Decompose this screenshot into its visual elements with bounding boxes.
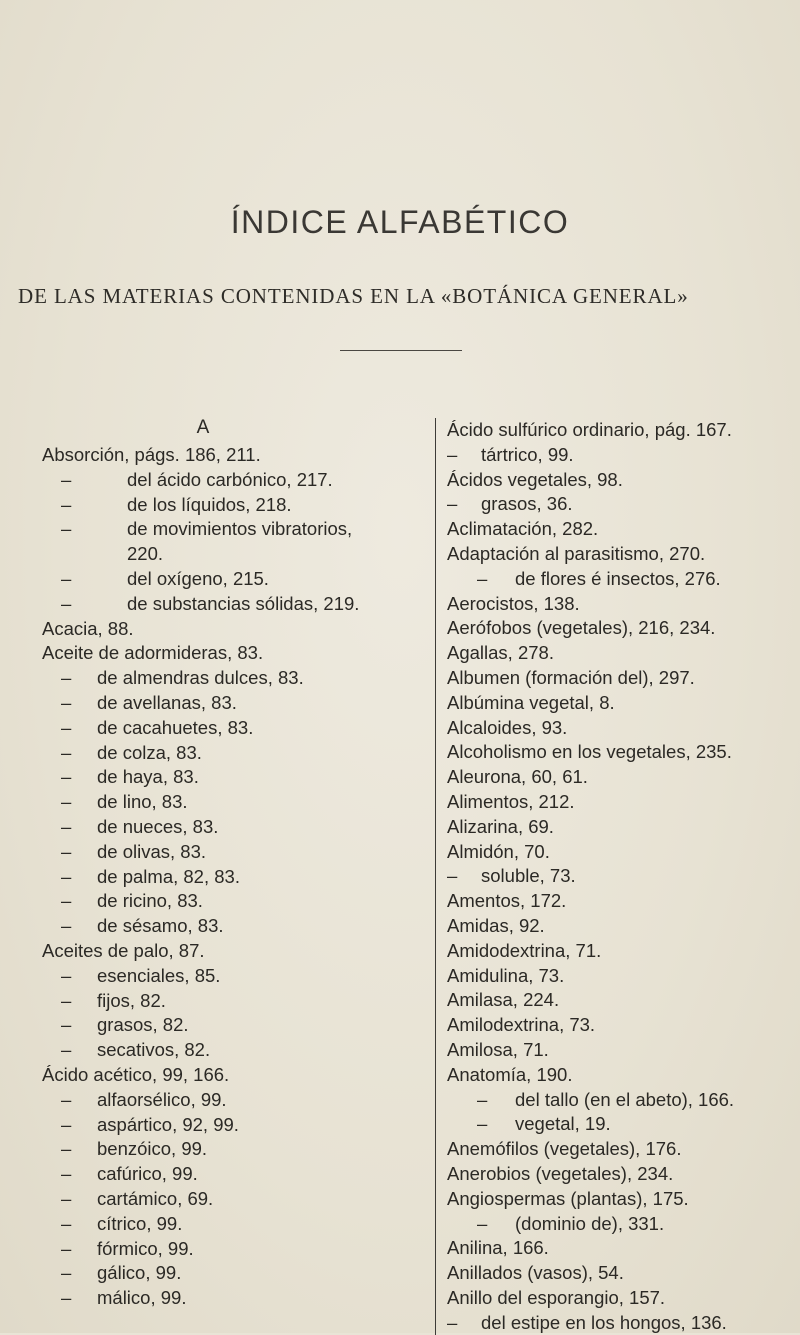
index-entry: Alimentos, 212. [447, 790, 575, 812]
index-entry: – (dominio de), 331. [447, 1212, 797, 1237]
index-entry: Almidón, 70. [447, 840, 550, 862]
index-entry: – secativos, 82. [42, 1038, 412, 1063]
index-entry: Amilodextrina, 73. [447, 1014, 596, 1036]
section-letter: A [196, 417, 210, 438]
index-entry: – alfaorsélico, 99. [42, 1088, 412, 1113]
index-entry: Albumen (formación del), 297. [447, 666, 695, 688]
index-entry: Alizarina, 69. [447, 815, 554, 837]
index-entry: – del tallo (en el abeto), 166. [447, 1088, 797, 1113]
index-entry: – de palma, 82, 83. [42, 865, 412, 890]
page-title: ÍNDICE ALFABÉTICO [230, 204, 570, 240]
index-entry: – de lino, 83. [42, 790, 412, 815]
index-entry: Anillados (vasos), 54. [447, 1262, 624, 1284]
index-entry: Aleurona, 60, 61. [447, 766, 588, 788]
index-entry: Alcaloides, 93. [447, 716, 568, 738]
index-entry: Aceites de palo, 87. [42, 939, 205, 961]
index-entry: Anerobios (vegetales), 234. [447, 1162, 674, 1184]
left-column [42, 413, 412, 1311]
index-entry: – de almendras dulces, 83. [42, 666, 412, 691]
index-entry: – de avellanas, 83. [42, 691, 412, 716]
index-entry: – fijos, 82. [42, 989, 412, 1014]
index-entry: Aclimatación, 282. [447, 518, 599, 540]
index-entry: – cafúrico, 99. [42, 1162, 412, 1187]
index-entry: – gálico, 99. [42, 1261, 412, 1286]
index-entry: Anilina, 166. [447, 1237, 549, 1259]
index-entry: – grasos, 82. [42, 1013, 412, 1038]
index-entry: – de haya, 83. [42, 765, 412, 790]
index-entry: – soluble, 73. [447, 864, 797, 889]
index-entry: Anemófilos (vegetales), 176. [447, 1138, 682, 1160]
index-entry: – tártrico, 99. [447, 443, 797, 468]
index-entry: 220. [127, 543, 164, 565]
index-entry: – málico, 99. [42, 1286, 412, 1311]
index-entry: – esenciales, 85. [42, 964, 412, 989]
index-entry: – cartámico, 69. [42, 1187, 412, 1212]
index-entry: Angiospermas (plantas), 175. [447, 1187, 689, 1209]
index-entry: Ácidos vegetales, 98. [447, 468, 623, 490]
index-entry: – de flores é insectos, 276. [447, 567, 797, 592]
index-entry: – de los líquidos, 218. [42, 493, 412, 518]
index-entry: – aspártico, 92, 99. [42, 1113, 412, 1138]
index-entry: Albúmina vegetal, 8. [447, 691, 615, 713]
index-entry: Acacia, 88. [42, 617, 134, 639]
index-entry: – benzóico, 99. [42, 1137, 412, 1162]
index-entry: – del estipe en los hongos, 136. [447, 1311, 797, 1335]
index-entry: – de movimientos vibratorios, [42, 517, 412, 542]
right-column [435, 418, 797, 1335]
right-entries-list [447, 418, 797, 1335]
index-entry: – de olivas, 83. [42, 840, 412, 865]
index-entry: Amidulina, 73. [447, 964, 565, 986]
index-entry: Anatomía, 190. [447, 1063, 573, 1085]
index-entry: Anillo del esporangio, 157. [447, 1286, 666, 1308]
index-entry: Ácido acético, 99, 166. [42, 1063, 230, 1085]
index-entry: Aerófobos (vegetales), 216, 234. [447, 617, 716, 639]
left-entries-list [42, 443, 412, 1311]
index-entry: Aerocistos, 138. [447, 592, 580, 614]
index-entry: – de sésamo, 83. [42, 914, 412, 939]
index-entry: – fórmico, 99. [42, 1237, 412, 1262]
index-entry: Alcoholismo en los vegetales, 235. [447, 741, 732, 763]
index-entry: – cítrico, 99. [42, 1212, 412, 1237]
index-entry: – del oxígeno, 215. [42, 567, 412, 592]
index-entry: Absorción, págs. 186, 211. [42, 444, 261, 465]
index-entry: – de nueces, 83. [42, 815, 412, 840]
index-entry: Amidodextrina, 71. [447, 939, 602, 961]
index-entry: – del ácido carbónico, 217. [42, 468, 412, 493]
index-entry: Amidas, 92. [447, 914, 545, 936]
page-subtitle: DE LAS MATERIAS CONTENIDAS EN LA «BOTÁNICA GENERAL» [18, 284, 689, 308]
index-entry: – de ricino, 83. [42, 889, 412, 914]
index-entry: Amilosa, 71. [447, 1038, 549, 1060]
index-entry: Ácido sulfúrico ordinario, pág. 167. [447, 419, 732, 440]
index-entry: Adaptación al parasitismo, 270. [447, 542, 706, 564]
index-entry: Agallas, 278. [447, 642, 554, 664]
index-entry: Amilasa, 224. [447, 989, 560, 1011]
index-entry: – de colza, 83. [42, 741, 412, 766]
index-entry: Amentos, 172. [447, 890, 567, 912]
index-entry: – grasos, 36. [447, 492, 797, 517]
title-divider [340, 350, 462, 351]
index-entry: – de substancias sólidas, 219. [42, 592, 412, 617]
index-entry: – vegetal, 19. [447, 1112, 797, 1137]
index-entry: Aceite de adormideras, 83. [42, 642, 264, 664]
index-entry: – de cacahuetes, 83. [42, 716, 412, 741]
